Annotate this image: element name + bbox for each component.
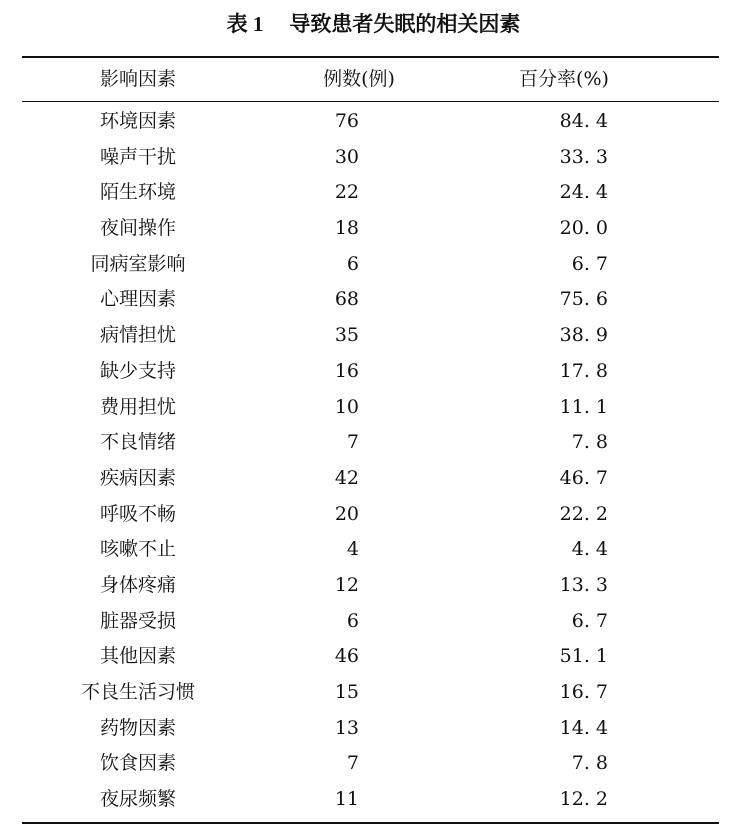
table-row <box>22 175 719 211</box>
table-row <box>22 425 719 461</box>
row-count: 20 <box>334 502 359 525</box>
table-row <box>22 354 719 390</box>
row-factor: 不良情绪 <box>99 431 176 454</box>
row-count: 16 <box>334 359 359 382</box>
row-factor: 夜间操作 <box>99 217 176 240</box>
row-count: 30 <box>334 145 359 168</box>
row-factor: 噪声干扰 <box>99 145 176 168</box>
table-header-rule <box>22 101 719 102</box>
row-percent: 13. 3 <box>559 573 608 596</box>
row-count: 12 <box>334 573 359 596</box>
row-count: 42 <box>334 466 359 489</box>
table-row <box>22 461 719 497</box>
row-count: 76 <box>334 110 359 132</box>
row-factor: 同病室影响 <box>90 252 186 275</box>
row-factor: 咳嗽不止 <box>99 538 176 561</box>
row-factor: 不良生活习惯 <box>80 681 195 703</box>
row-factor: 疾病因素 <box>99 466 176 489</box>
row-factor: 环境因素 <box>99 110 176 132</box>
table-row <box>22 318 719 354</box>
row-percent: 14. 4 <box>559 716 608 739</box>
row-percent: 33. 3 <box>559 145 608 168</box>
table-row <box>22 390 719 426</box>
table-row <box>22 568 719 604</box>
row-factor: 呼吸不畅 <box>99 502 176 525</box>
row-count: 4 <box>346 538 359 561</box>
table-row <box>22 675 719 711</box>
row-count: 46 <box>334 645 359 668</box>
row-percent: 38. 9 <box>559 324 608 347</box>
table-number: 表 1 <box>226 12 264 36</box>
row-percent: 11. 1 <box>559 395 608 418</box>
table-row <box>22 247 719 283</box>
row-percent: 7. 8 <box>571 752 608 775</box>
row-count: 7 <box>346 431 359 454</box>
table-header-row <box>22 58 719 101</box>
row-count: 7 <box>346 752 359 775</box>
table-row <box>22 782 719 818</box>
row-factor: 夜尿频繁 <box>99 788 176 811</box>
row-percent: 22. 2 <box>559 502 608 525</box>
row-count: 35 <box>334 324 359 347</box>
table-row <box>22 604 719 640</box>
table-bottom-rule <box>22 822 719 824</box>
row-percent: 46. 7 <box>559 466 608 489</box>
table-row <box>22 639 719 675</box>
row-count: 10 <box>334 395 359 418</box>
row-count: 22 <box>334 181 359 204</box>
table-title: 导致患者失眠的相关因素 <box>289 12 521 36</box>
table-row <box>22 104 719 140</box>
header-factor: 影响因素 <box>99 68 176 90</box>
row-factor: 病情担忧 <box>99 324 176 347</box>
row-percent: 7. 8 <box>571 431 608 454</box>
row-percent: 4. 4 <box>571 538 608 561</box>
table-row <box>22 282 719 318</box>
row-count: 13 <box>334 716 359 739</box>
table-caption <box>0 6 747 42</box>
row-factor: 药物因素 <box>99 716 176 739</box>
row-percent: 17. 8 <box>559 359 608 382</box>
table-row <box>22 532 719 568</box>
row-factor: 费用担忧 <box>99 395 176 418</box>
row-percent: 6. 7 <box>571 252 608 275</box>
table-row <box>22 711 719 747</box>
row-percent: 12. 2 <box>559 788 608 811</box>
row-count: 68 <box>334 288 359 311</box>
table-row <box>22 140 719 176</box>
header-percent: 百分率(%) <box>519 68 609 90</box>
row-count: 15 <box>334 681 359 703</box>
row-count: 11 <box>334 788 359 811</box>
row-factor: 陌生环境 <box>99 181 176 204</box>
row-count: 6 <box>346 252 359 275</box>
table-row <box>22 497 719 533</box>
row-percent: 16. 7 <box>559 681 608 703</box>
row-percent: 24. 4 <box>559 181 608 204</box>
row-percent: 51. 1 <box>559 645 608 668</box>
table-row <box>22 746 719 782</box>
row-percent: 20. 0 <box>559 217 608 240</box>
row-count: 6 <box>346 609 359 632</box>
row-percent: 75. 6 <box>559 288 608 311</box>
row-percent: 84. 4 <box>559 110 608 132</box>
row-factor: 身体疼痛 <box>99 573 176 596</box>
row-factor: 脏器受损 <box>99 609 176 632</box>
row-percent: 6. 7 <box>571 609 608 632</box>
table-row <box>22 211 719 247</box>
table-body <box>22 104 719 818</box>
row-factor: 心理因素 <box>99 288 176 311</box>
row-factor: 饮食因素 <box>99 752 176 775</box>
header-count: 例数(例) <box>323 68 395 90</box>
row-factor: 缺少支持 <box>99 359 176 382</box>
row-count: 18 <box>334 217 359 240</box>
row-factor: 其他因素 <box>99 645 176 668</box>
